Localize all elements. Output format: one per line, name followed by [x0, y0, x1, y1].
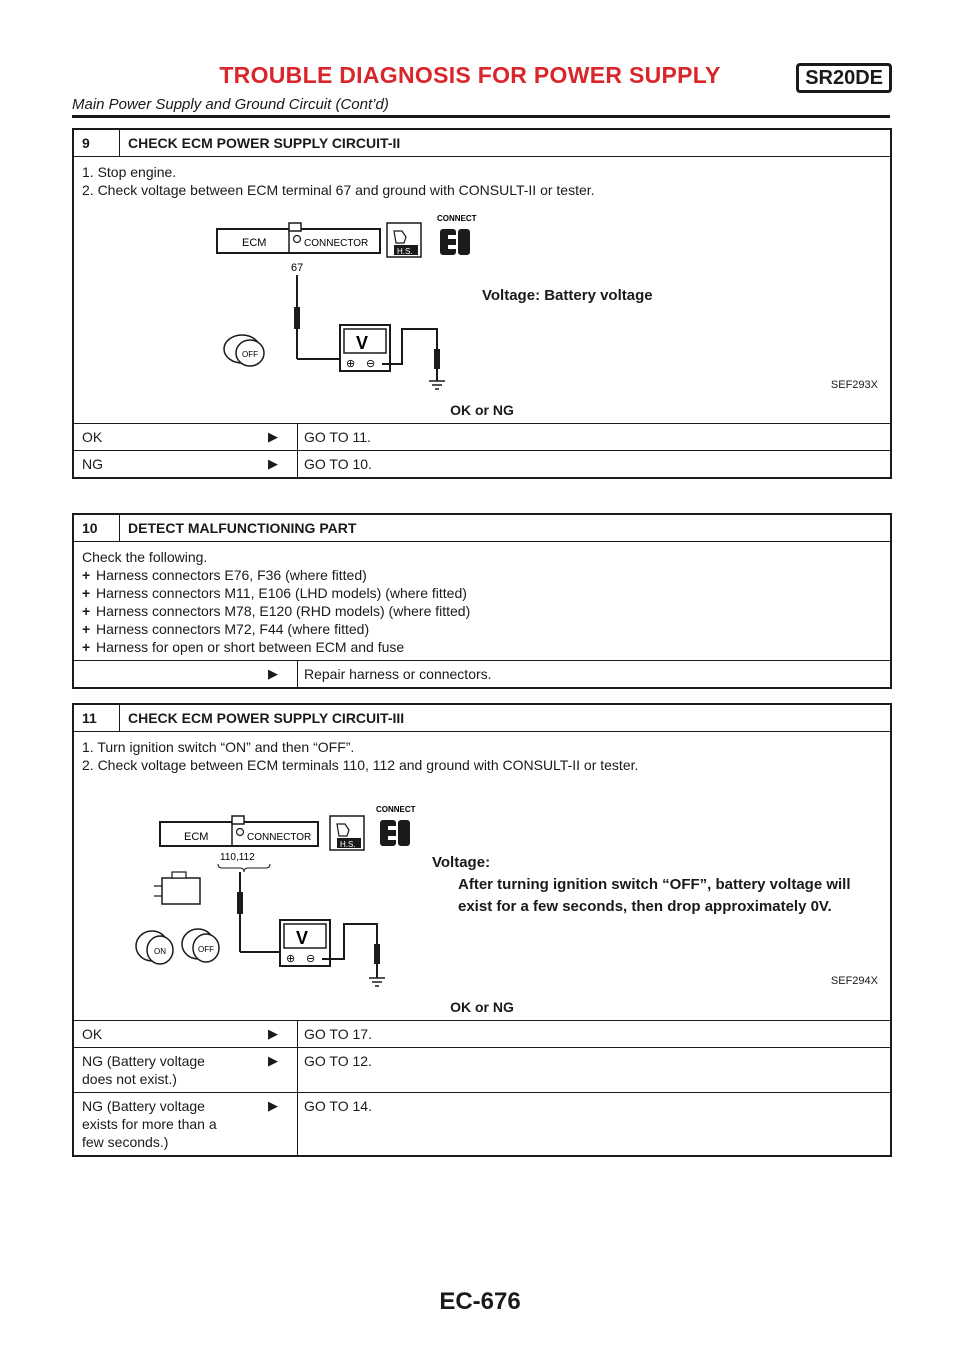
instruction-line: 1. Stop engine. [82, 164, 177, 180]
step-title: CHECK ECM POWER SUPPLY CIRCUIT-II [128, 135, 401, 151]
on-label: ON [154, 947, 166, 956]
ignition-key-off-icon [224, 335, 264, 366]
ignition-key-on-icon [136, 931, 173, 964]
step-10-body [74, 542, 890, 661]
arrow-icon: ▶ [268, 429, 278, 444]
instruction-line: 2. Check voltage between ECM terminal 67 and ground with CONSULT-II or tester. [82, 182, 595, 198]
svg-text:⊖: ⊖ [306, 953, 316, 965]
diagram-sef293x [82, 199, 882, 399]
hs-label: H.S. [340, 840, 356, 849]
bullet-icon: + [82, 639, 91, 655]
bullet-icon: + [82, 585, 91, 601]
result-row [74, 1093, 890, 1155]
ecm-connector-icon [217, 223, 380, 253]
ok-or-ng-label: OK or NG [450, 402, 514, 418]
result-row [74, 1021, 890, 1048]
hand-tool-icon [387, 223, 421, 257]
bullet-icon: + [82, 603, 91, 619]
step-number: 11 [74, 705, 120, 731]
result-condition: NG (Battery voltage does not exist.) [82, 1053, 205, 1087]
step-number: 9 [74, 130, 120, 156]
meter-label: V [356, 333, 369, 353]
arrow-icon: ▶ [268, 1026, 278, 1041]
hand-tool-icon [330, 816, 364, 850]
step-title: DETECT MALFUNCTIONING PART [128, 520, 357, 536]
voltage-spec-line: exist for a few seconds, then drop approximately 0V. [458, 898, 832, 915]
terminal-label: 110,112 [220, 852, 255, 863]
connect-label: CONNECT [376, 805, 416, 814]
diagram-sef294x [82, 774, 882, 996]
step-title: CHECK ECM POWER SUPPLY CIRCUIT-III [128, 710, 405, 726]
engine-icon [154, 872, 200, 904]
bullet-icon: + [82, 621, 91, 637]
ok-or-ng-label: OK or NG [450, 999, 514, 1015]
arrow-icon: ▶ [268, 1053, 278, 1068]
step-10-header [74, 515, 890, 542]
connect-icon [376, 805, 416, 846]
figure-id: SEF294X [830, 975, 878, 987]
instruction-line: 1. Turn ignition switch “ON” and then “OFF”. [82, 739, 355, 755]
step-10-box [72, 513, 892, 689]
result-action: GO TO 10. [297, 451, 890, 477]
instruction-line: 2. Check voltage between ECM terminals 110, 112 and ground with CONSULT-II or tester. [82, 757, 639, 773]
result-condition: NG [82, 456, 103, 472]
hs-label: H.S. [397, 247, 413, 256]
connect-label: CONNECT [437, 214, 477, 223]
result-condition: NG (Battery voltage exists for more than a few seconds.) [82, 1098, 217, 1150]
model-badge: SR20DE [796, 63, 892, 93]
result-condition: OK [82, 1026, 103, 1042]
step-number: 10 [74, 515, 120, 541]
voltage-spec-line: After turning ignition switch “OFF”, battery voltage will [458, 876, 851, 893]
result-action: GO TO 11. [297, 424, 890, 450]
ecm-connector-icon [160, 816, 318, 846]
list-item: + Harness connectors M11, E106 (LHD models) (where fitted) [82, 585, 467, 601]
step-11-box [72, 703, 892, 1157]
step-9-header [74, 130, 890, 157]
svg-text:⊕: ⊕ [286, 953, 296, 965]
ignition-key-off-icon [182, 929, 219, 962]
result-row [74, 661, 890, 687]
page-title: TROUBLE DIAGNOSIS FOR POWER SUPPLY [219, 62, 721, 88]
connect-icon [437, 214, 477, 255]
step-11-body [74, 732, 890, 1021]
result-action: GO TO 17. [297, 1021, 890, 1047]
result-action: Repair harness or connectors. [297, 661, 890, 687]
connector-label: CONNECTOR [304, 238, 369, 249]
step-9-box [72, 128, 892, 479]
result-row [74, 1048, 890, 1093]
arrow-icon: ▶ [268, 1098, 278, 1113]
header-rule [72, 115, 890, 118]
meter-label: V [296, 928, 309, 948]
arrow-icon: ▶ [268, 666, 278, 681]
off-label: OFF [198, 945, 214, 954]
voltage-spec: Voltage: Battery voltage [482, 287, 653, 304]
terminal-label: 67 [291, 262, 304, 274]
list-item: + Harness connectors E76, F36 (where fitted) [82, 567, 367, 583]
list-item: + Harness for open or short between ECM and fuse [82, 639, 405, 655]
ecm-label: ECM [184, 831, 209, 843]
bullet-icon: + [82, 567, 91, 583]
result-action: GO TO 12. [297, 1048, 890, 1092]
result-row [74, 451, 890, 477]
step-11-header [74, 705, 890, 732]
arrow-icon: ▶ [268, 456, 278, 471]
off-label: OFF [242, 350, 258, 359]
intro-text: Check the following. [82, 549, 208, 565]
voltage-spec-label: Voltage: [432, 854, 491, 871]
result-row [74, 424, 890, 451]
page-number: EC-676 [439, 1288, 521, 1315]
connector-label: CONNECTOR [247, 832, 312, 843]
list-item: + Harness connectors M78, E120 (RHD models) (where fitted) [82, 603, 471, 619]
result-condition: OK [82, 429, 103, 445]
svg-text:⊕: ⊕ [346, 358, 356, 370]
svg-text:⊖: ⊖ [366, 358, 376, 370]
result-action: GO TO 14. [297, 1093, 890, 1155]
page-subtitle: Main Power Supply and Ground Circuit (Cont’d) [72, 96, 389, 113]
ecm-label: ECM [242, 237, 267, 249]
figure-id: SEF293X [830, 379, 878, 391]
step-9-body [74, 157, 890, 424]
list-item: + Harness connectors M72, F44 (where fitted) [82, 621, 370, 637]
